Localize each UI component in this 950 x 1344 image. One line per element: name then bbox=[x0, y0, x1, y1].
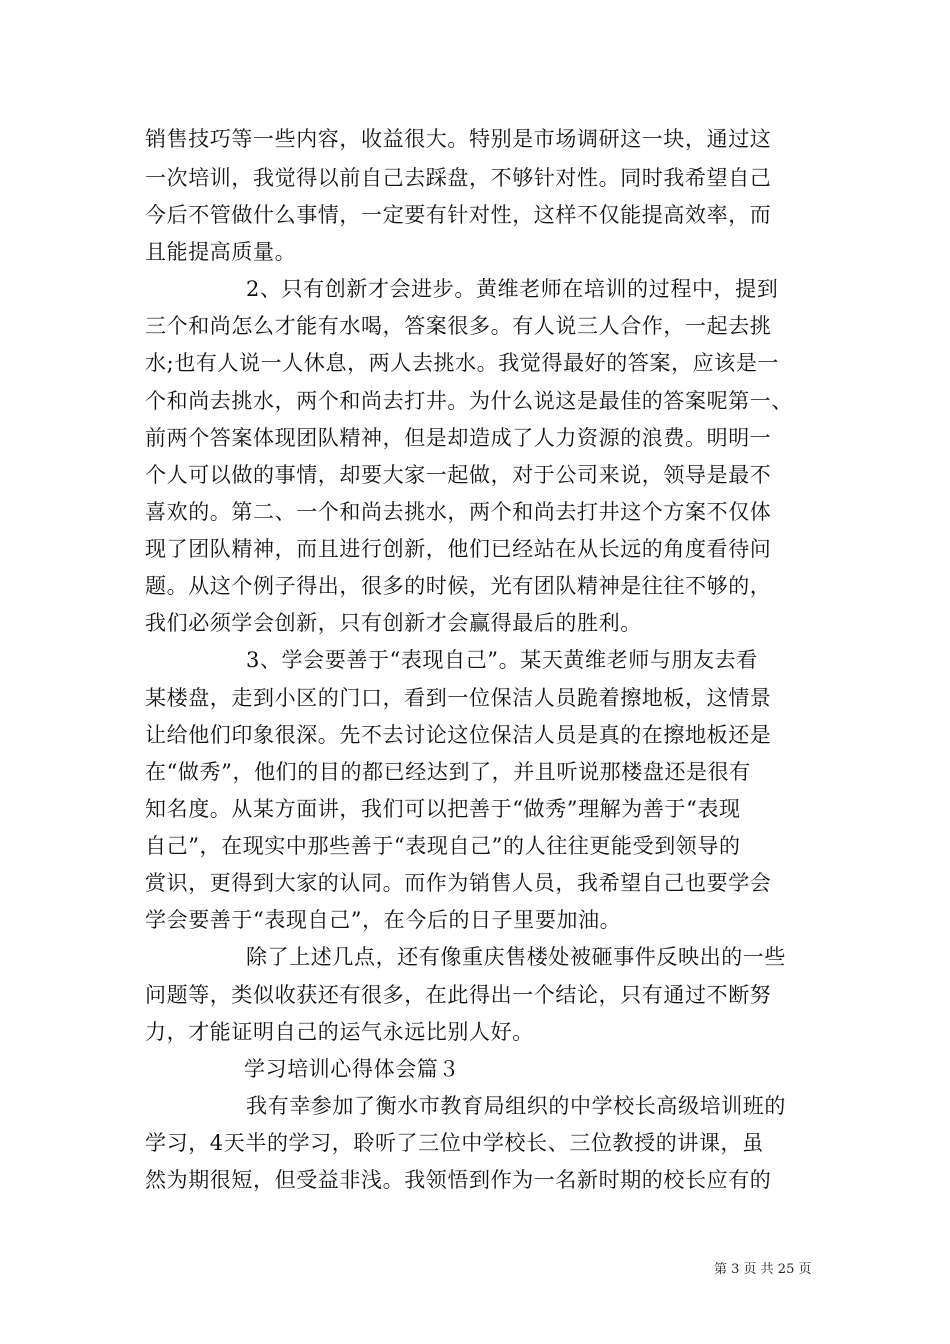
text-line: 我们必须学会创新，只有创新才会赢得最后的胜利。 bbox=[145, 611, 642, 635]
text-line: 个人可以做的事情，却要大家一起做，对于公司来说，领导是最不 bbox=[145, 463, 772, 487]
text-line: 一次培训，我觉得以前自己去踩盘，不够针对性。同时我希望自己 bbox=[145, 166, 772, 190]
text-line: 知名度。从某方面讲，我们可以把善于“做秀”理解为善于“表现 bbox=[145, 797, 741, 821]
text-line: 题。从这个例子得出，很多的时候，光有团队精神是往往不够的， bbox=[145, 574, 772, 598]
text-line: 力，才能证明自己的运气永远比别人好。 bbox=[145, 1020, 534, 1044]
text-line: 水;也有人说一人休息，两人去挑水。我觉得最好的答案，应该是一 bbox=[145, 351, 780, 375]
text-line: 赏识，更得到大家的认同。而作为销售人员，我希望自己也要学会 bbox=[145, 871, 772, 895]
text-line: 自己”，在现实中那些善于“表现自己”的人往往更能受到领导的 bbox=[145, 834, 741, 858]
paragraph-heading-3: 3、学会要善于“表现自己”。某天黄维老师与朋友去看 bbox=[246, 648, 758, 672]
text-line: 学会要善于“表现自己”，在今后的日子里要加油。 bbox=[145, 908, 622, 932]
text-line: 前两个答案体现团队精神，但是却造成了人力资源的浪费。明明一 bbox=[145, 426, 772, 450]
text-line: 然为期很短，但受益非浅。我领悟到作为一名新时期的校长应有的 bbox=[145, 1168, 772, 1192]
text-line: 个和尚去挑水，两个和尚去打井。为什么说这是最佳的答案呢第一、 bbox=[145, 389, 793, 413]
text-line: 学习，4天半的学习，聆听了三位中学校长、三位教授的讲课，虽 bbox=[145, 1131, 764, 1155]
text-line: 问题等，类似收获还有很多，在此得出一个结论，只有通过不断努 bbox=[145, 983, 772, 1007]
section-title: 学习培训心得体会篇３ bbox=[244, 1057, 460, 1081]
text-line: 除了上述几点，还有像重庆售楼处被砸事件反映出的一些 bbox=[246, 945, 786, 969]
text-line: 且能提高质量。 bbox=[145, 240, 297, 264]
text-line: 现了团队精神，而且进行创新，他们已经站在从长远的角度看待问 bbox=[145, 537, 772, 561]
text-line: 在“做秀”，他们的目的都已经达到了，并且听说那楼盘还是很有 bbox=[145, 760, 751, 784]
text-line: 我有幸参加了衡水市教育局组织的中学校长高级培训班的 bbox=[246, 1094, 786, 1118]
text-line: 销售技巧等一些内容，收益很大。特别是市场调研这一块，通过这 bbox=[145, 127, 772, 151]
text-line: 让给他们印象很深。先不去讨论这位保洁人员是真的在擦地板还是 bbox=[145, 723, 772, 747]
text-line: 某楼盘，走到小区的门口，看到一位保洁人员跪着擦地板，这情景 bbox=[145, 686, 772, 710]
text-line: 今后不管做什么事情，一定要有针对性，这样不仅能提高效率，而 bbox=[145, 203, 772, 227]
text-line: 三个和尚怎么才能有水喝，答案很多。有人说三人合作，一起去挑 bbox=[145, 314, 772, 338]
paragraph-heading-2: 2、只有创新才会进步。黄维老师在培训的过程中，提到 bbox=[246, 277, 779, 301]
text-line: 喜欢的。第二、一个和尚去挑水，两个和尚去打井这个方案不仅体 bbox=[145, 500, 772, 524]
page-number: 第 3 页 共 25 页 bbox=[714, 1262, 812, 1277]
